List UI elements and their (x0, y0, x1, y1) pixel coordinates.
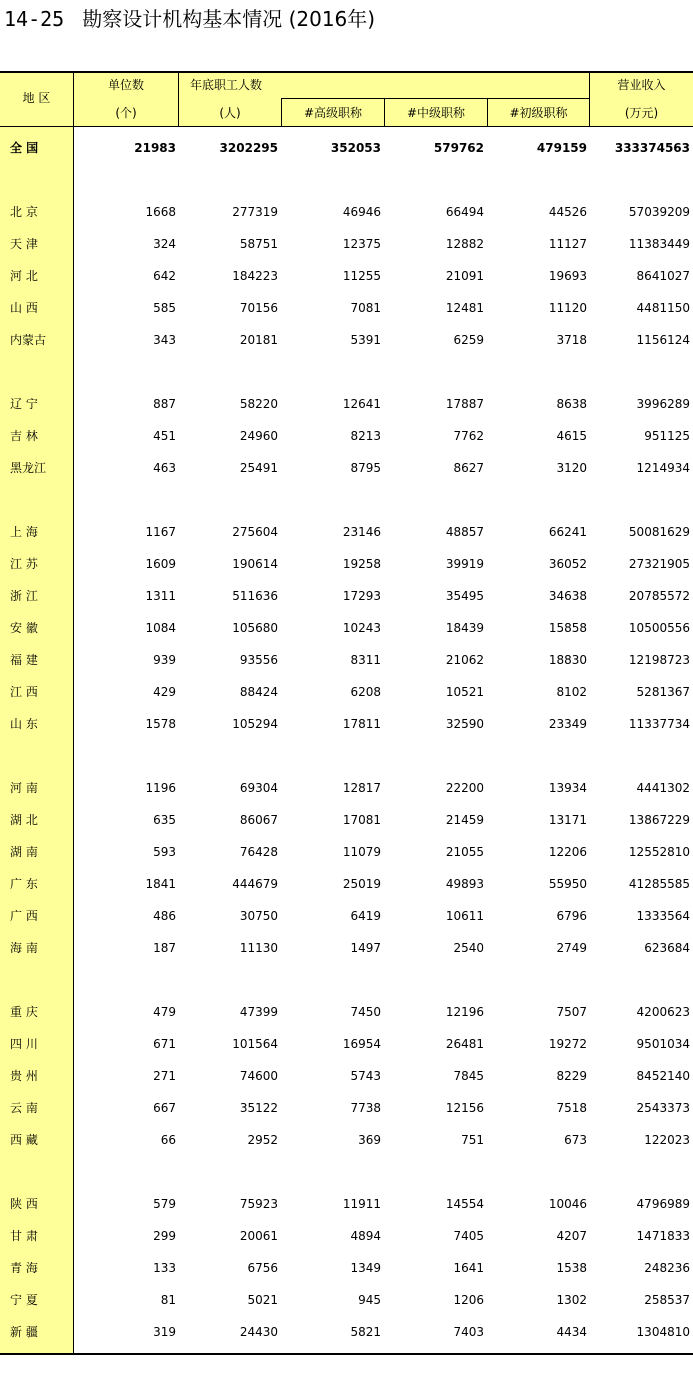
cell-junior: 673 (564, 1133, 587, 1147)
cell-units: 479 (153, 1005, 176, 1019)
header-revenue: 营业收入 (617, 78, 666, 92)
cell-junior: 19693 (548, 269, 587, 283)
cell-junior: 12206 (548, 845, 587, 859)
table-row (0, 1252, 693, 1284)
cell-middle: 17887 (445, 397, 484, 411)
cell-revenue: 1214934 (636, 461, 690, 475)
cell-staff: 93556 (239, 653, 278, 667)
cell-junior: 36052 (548, 557, 587, 571)
cell-junior: 7507 (556, 1005, 587, 1019)
cell-middle: 2540 (453, 941, 484, 955)
table-row (0, 612, 693, 644)
cell-middle: 14554 (445, 1197, 484, 1211)
table-row (0, 228, 693, 260)
cell-staff: 88424 (239, 685, 278, 699)
cell-middle: 1206 (453, 1293, 484, 1307)
table-row (0, 708, 693, 740)
cell-middle: 32590 (445, 717, 484, 731)
cell-units: 319 (153, 1325, 176, 1339)
cell-middle: 6259 (453, 333, 484, 347)
cell-units: 1167 (145, 525, 176, 539)
region-name: 山 西 (10, 301, 38, 315)
cell-revenue: 20785572 (628, 589, 690, 603)
cell-staff: 105294 (232, 717, 278, 731)
region-name: 浙 江 (10, 589, 38, 603)
region-name: 陕 西 (10, 1197, 38, 1211)
cell-middle: 10611 (445, 909, 484, 923)
region-name: 江 苏 (10, 557, 38, 571)
cell-junior: 3718 (556, 333, 587, 347)
table-row (0, 292, 693, 324)
region-name: 内蒙古 (10, 333, 47, 347)
cell-junior: 479159 (536, 141, 587, 155)
cell-middle: 8627 (453, 461, 484, 475)
cell-staff: 58220 (239, 397, 278, 411)
cell-middle: 1641 (453, 1261, 484, 1275)
cell-senior: 352053 (330, 141, 381, 155)
cell-junior: 6796 (556, 909, 587, 923)
cell-junior: 34638 (548, 589, 587, 603)
page-title (4, 6, 375, 32)
cell-middle: 7405 (453, 1229, 484, 1243)
cell-middle: 22200 (445, 781, 484, 795)
table-row (0, 932, 693, 964)
cell-senior: 5391 (350, 333, 381, 347)
cell-senior: 12641 (342, 397, 381, 411)
cell-revenue: 9501034 (636, 1037, 690, 1051)
cell-units: 66 (160, 1133, 176, 1147)
table-row (0, 452, 693, 484)
cell-units: 299 (153, 1229, 176, 1243)
cell-units: 593 (153, 845, 176, 859)
region-name: 黑龙江 (10, 461, 47, 475)
cell-units: 187 (153, 941, 176, 955)
region-name: 宁 夏 (10, 1293, 38, 1307)
table-row (0, 388, 693, 420)
cell-units: 635 (153, 813, 176, 827)
table-row (0, 996, 693, 1028)
region-name: 上 海 (10, 525, 38, 539)
cell-revenue: 623684 (644, 941, 690, 955)
cell-units: 579 (153, 1197, 176, 1211)
cell-revenue: 4481150 (636, 301, 690, 315)
cell-units: 451 (153, 429, 176, 443)
cell-staff: 75923 (239, 1197, 278, 1211)
cell-senior: 1349 (350, 1261, 381, 1275)
cell-units: 939 (153, 653, 176, 667)
table-row (0, 1028, 693, 1060)
cell-staff: 24960 (239, 429, 278, 443)
cell-junior: 3120 (556, 461, 587, 475)
cell-middle: 7845 (453, 1069, 484, 1083)
cell-staff: 20181 (239, 333, 278, 347)
cell-senior: 10243 (342, 621, 381, 635)
cell-staff: 101564 (232, 1037, 278, 1051)
table-row (0, 1284, 693, 1316)
cell-junior: 66241 (548, 525, 587, 539)
table-row (0, 324, 693, 356)
cell-revenue: 8452140 (636, 1069, 690, 1083)
cell-units: 81 (160, 1293, 176, 1307)
cell-revenue: 4200623 (636, 1005, 690, 1019)
cell-middle: 10521 (445, 685, 484, 699)
table-row (0, 676, 693, 708)
cell-senior: 23146 (342, 525, 381, 539)
table-row (0, 804, 693, 836)
cell-staff: 105680 (232, 621, 278, 635)
cell-revenue: 13867229 (628, 813, 690, 827)
cell-middle: 12882 (445, 237, 484, 251)
cell-senior: 4894 (350, 1229, 381, 1243)
cell-units: 21983 (134, 141, 176, 155)
cell-units: 667 (153, 1101, 176, 1115)
cell-senior: 8213 (350, 429, 381, 443)
cell-middle: 26481 (445, 1037, 484, 1051)
cell-senior: 8795 (350, 461, 381, 475)
region-name: 湖 北 (10, 813, 38, 827)
cell-senior: 5743 (350, 1069, 381, 1083)
table-row (0, 1092, 693, 1124)
cell-staff: 24430 (239, 1325, 278, 1339)
table-row (0, 1124, 693, 1156)
region-name: 青 海 (10, 1261, 38, 1275)
cell-junior: 55950 (548, 877, 587, 891)
table-title: 勘察设计机构基本情况 (2016年) (82, 7, 376, 31)
cell-staff: 275604 (232, 525, 278, 539)
region-name: 山 东 (10, 717, 38, 731)
region-name: 甘 肃 (10, 1229, 38, 1243)
cell-units: 1196 (145, 781, 176, 795)
header-junior: #初级职称 (509, 106, 568, 120)
region-name: 广 西 (10, 909, 38, 923)
cell-staff: 35122 (239, 1101, 278, 1115)
cell-revenue: 8641027 (636, 269, 690, 283)
cell-middle: 7403 (453, 1325, 484, 1339)
header-staff: 年底职工人数 (190, 78, 263, 92)
cell-middle: 66494 (445, 205, 484, 219)
cell-revenue: 3996289 (636, 397, 690, 411)
table-row (0, 644, 693, 676)
cell-revenue: 2543373 (636, 1101, 690, 1115)
region-name: 贵 州 (10, 1069, 38, 1083)
cell-staff: 11130 (239, 941, 278, 955)
cell-senior: 17293 (342, 589, 381, 603)
cell-revenue: 951125 (644, 429, 690, 443)
cell-units: 642 (153, 269, 176, 283)
cell-revenue: 1156124 (636, 333, 690, 347)
region-name: 安 徽 (10, 621, 38, 635)
cell-junior: 2749 (556, 941, 587, 955)
cell-middle: 21062 (445, 653, 484, 667)
cell-junior: 1538 (556, 1261, 587, 1275)
cell-middle: 21091 (445, 269, 484, 283)
cell-senior: 17081 (342, 813, 381, 827)
cell-senior: 19258 (342, 557, 381, 571)
header-middle: #中级职称 (406, 106, 466, 120)
region-name: 四 川 (10, 1037, 38, 1051)
header-units-unit: (个) (115, 106, 137, 120)
cell-units: 585 (153, 301, 176, 315)
region-name: 海 南 (10, 941, 38, 955)
data-table (0, 71, 693, 1355)
cell-junior: 23349 (548, 717, 587, 731)
region-name: 重 庆 (10, 1005, 38, 1019)
region-name: 河 南 (10, 781, 38, 795)
cell-staff: 3202295 (219, 141, 278, 155)
cell-senior: 6419 (350, 909, 381, 923)
cell-middle: 7762 (453, 429, 484, 443)
cell-senior: 8311 (350, 653, 381, 667)
cell-senior: 11255 (342, 269, 381, 283)
cell-junior: 13171 (548, 813, 587, 827)
table-row (0, 548, 693, 580)
table-row (0, 580, 693, 612)
cell-middle: 39919 (445, 557, 484, 571)
cell-senior: 12375 (342, 237, 381, 251)
cell-middle: 18439 (445, 621, 484, 635)
cell-junior: 13934 (548, 781, 587, 795)
table-row (0, 420, 693, 452)
cell-staff: 277319 (232, 205, 278, 219)
cell-staff: 86067 (239, 813, 278, 827)
cell-staff: 58751 (239, 237, 278, 251)
region-name: 福 建 (10, 653, 38, 667)
header-bottom-rule (0, 126, 693, 127)
table-row (0, 196, 693, 228)
table-row (0, 260, 693, 292)
region-name: 西 藏 (10, 1133, 38, 1147)
cell-middle: 12156 (445, 1101, 484, 1115)
cell-staff: 69304 (239, 781, 278, 795)
cell-revenue: 258537 (644, 1293, 690, 1307)
table-number: 14-25 (4, 7, 65, 31)
cell-junior: 8638 (556, 397, 587, 411)
cell-staff: 184223 (232, 269, 278, 283)
cell-revenue: 57039209 (628, 205, 690, 219)
cell-junior: 19272 (548, 1037, 587, 1051)
cell-senior: 12817 (342, 781, 381, 795)
cell-staff: 70156 (239, 301, 278, 315)
cell-staff: 30750 (239, 909, 278, 923)
cell-revenue: 4796989 (636, 1197, 690, 1211)
cell-senior: 16954 (342, 1037, 381, 1051)
cell-junior: 18830 (548, 653, 587, 667)
cell-middle: 751 (461, 1133, 484, 1147)
cell-junior: 11120 (548, 301, 587, 315)
cell-middle: 35495 (445, 589, 484, 603)
region-name: 辽 宁 (10, 397, 38, 411)
table-row (0, 1060, 693, 1092)
cell-revenue: 27321905 (628, 557, 690, 571)
cell-senior: 11911 (342, 1197, 381, 1211)
region-name: 河 北 (10, 269, 38, 283)
header-region: 地 区 (22, 91, 51, 105)
cell-units: 133 (153, 1261, 176, 1275)
cell-middle: 21055 (445, 845, 484, 859)
cell-junior: 1302 (556, 1293, 587, 1307)
cell-units: 271 (153, 1069, 176, 1083)
cell-staff: 25491 (239, 461, 278, 475)
cell-senior: 7081 (350, 301, 381, 315)
table-row (0, 1220, 693, 1252)
cell-middle: 48857 (445, 525, 484, 539)
cell-revenue: 333374563 (614, 141, 690, 155)
cell-junior: 10046 (548, 1197, 587, 1211)
cell-staff: 74600 (239, 1069, 278, 1083)
header-senior: #高级职称 (303, 106, 363, 120)
cell-units: 486 (153, 909, 176, 923)
cell-revenue: 10500556 (628, 621, 690, 635)
cell-units: 463 (153, 461, 176, 475)
cell-senior: 25019 (342, 877, 381, 891)
table-row (0, 516, 693, 548)
cell-revenue: 248236 (644, 1261, 690, 1275)
region-name: 江 西 (10, 685, 38, 699)
cell-middle: 12196 (445, 1005, 484, 1019)
header-revenue-unit: (万元) (624, 106, 659, 120)
header-sub-rule (281, 98, 589, 99)
cell-senior: 46946 (342, 205, 381, 219)
cell-staff: 47399 (239, 1005, 278, 1019)
cell-senior: 1497 (350, 941, 381, 955)
table-row (0, 1316, 693, 1348)
table-row-total (0, 132, 693, 164)
cell-revenue: 12198723 (628, 653, 690, 667)
header-staff-unit: (人) (219, 106, 241, 120)
cell-junior: 11127 (548, 237, 587, 251)
cell-units: 324 (153, 237, 176, 251)
cell-staff: 190614 (232, 557, 278, 571)
cell-revenue: 11383449 (628, 237, 690, 251)
cell-junior: 44526 (548, 205, 587, 219)
table-row (0, 836, 693, 868)
cell-staff: 511636 (232, 589, 278, 603)
cell-units: 1668 (145, 205, 176, 219)
region-name: 新 疆 (10, 1325, 38, 1339)
cell-senior: 5821 (350, 1325, 381, 1339)
region-name: 湖 南 (10, 845, 38, 859)
cell-senior: 11079 (342, 845, 381, 859)
cell-units: 429 (153, 685, 176, 699)
cell-junior: 4207 (556, 1229, 587, 1243)
region-name: 吉 林 (10, 429, 38, 443)
cell-staff: 2952 (247, 1133, 278, 1147)
cell-revenue: 12552810 (628, 845, 690, 859)
cell-units: 1311 (145, 589, 176, 603)
cell-junior: 8102 (556, 685, 587, 699)
cell-middle: 49893 (445, 877, 484, 891)
region-name: 云 南 (10, 1101, 38, 1115)
cell-revenue: 50081629 (628, 525, 690, 539)
cell-units: 1084 (145, 621, 176, 635)
table-row (0, 900, 693, 932)
cell-middle: 12481 (445, 301, 484, 315)
cell-junior: 4615 (556, 429, 587, 443)
cell-middle: 21459 (445, 813, 484, 827)
header-units: 单位数 (107, 78, 144, 92)
cell-junior: 8229 (556, 1069, 587, 1083)
cell-revenue: 1471833 (636, 1229, 690, 1243)
cell-senior: 369 (358, 1133, 381, 1147)
cell-units: 671 (153, 1037, 176, 1051)
cell-senior: 17811 (342, 717, 381, 731)
region-name: 广 东 (10, 877, 38, 891)
cell-senior: 6208 (350, 685, 381, 699)
region-name: 北 京 (10, 205, 38, 219)
region-name: 全 国 (10, 141, 39, 155)
cell-revenue: 1333564 (636, 909, 690, 923)
cell-revenue: 11337734 (628, 717, 690, 731)
table-row (0, 868, 693, 900)
cell-units: 343 (153, 333, 176, 347)
cell-senior: 945 (358, 1293, 381, 1307)
cell-units: 887 (153, 397, 176, 411)
cell-staff: 444679 (232, 877, 278, 891)
cell-middle: 579762 (433, 141, 484, 155)
table-row (0, 1188, 693, 1220)
cell-staff: 76428 (239, 845, 278, 859)
cell-revenue: 4441302 (636, 781, 690, 795)
cell-revenue: 122023 (644, 1133, 690, 1147)
region-name: 天 津 (10, 237, 38, 251)
table-row (0, 772, 693, 804)
cell-staff: 6756 (247, 1261, 278, 1275)
cell-senior: 7450 (350, 1005, 381, 1019)
cell-junior: 7518 (556, 1101, 587, 1115)
cell-revenue: 1304810 (636, 1325, 690, 1339)
cell-staff: 20061 (239, 1229, 278, 1243)
cell-units: 1578 (145, 717, 176, 731)
cell-revenue: 41285585 (628, 877, 690, 891)
cell-units: 1841 (145, 877, 176, 891)
cell-junior: 15858 (548, 621, 587, 635)
cell-revenue: 5281367 (636, 685, 690, 699)
cell-senior: 7738 (350, 1101, 381, 1115)
table-bottom-rule (0, 1353, 693, 1355)
cell-units: 1609 (145, 557, 176, 571)
cell-staff: 5021 (247, 1293, 278, 1307)
cell-junior: 4434 (556, 1325, 587, 1339)
